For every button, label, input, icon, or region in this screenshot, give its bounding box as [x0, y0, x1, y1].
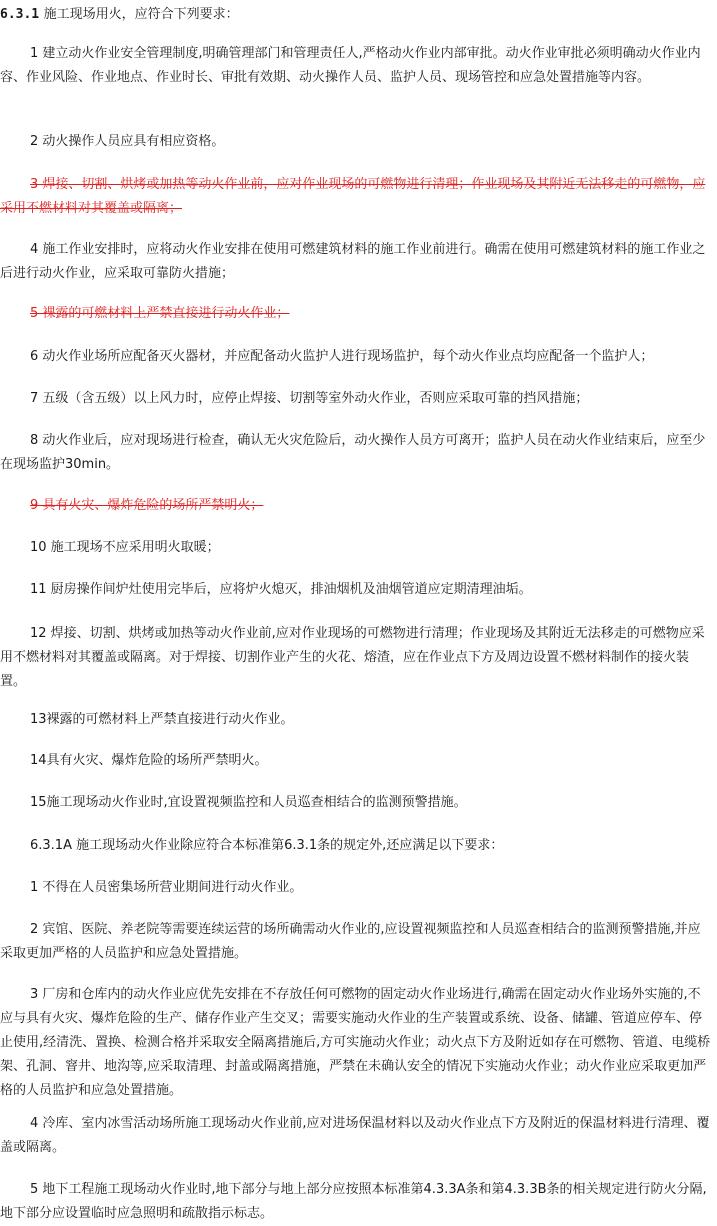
clause-1a-4: 4 冷库、室内冰雪活动场所施工现场动火作业前,应对进场保温材料以及动火作业点下方及附近的保温材料进行清理、覆盖或隔离。 [0, 1116, 710, 1155]
clause-1a-1: 1 不得在人员密集场所营业期间进行动火作业。 [30, 880, 303, 895]
clause-11: 11 厨房操作间炉灶使用完毕后，应将炉火熄灭，排油烟机及油烟管道应定期清理油垢。 [30, 582, 532, 597]
clause-1a-5: 5 地下工程施工现场动火作业时,地下部分与地上部分应按照本标准第4.3.3A条和第4.3.3B条的相关规定进行防火分隔,地下部分应设置临时应急照明和疏散指示标志。 [0, 1182, 707, 1221]
section-title: 施工现场用火，应符合下列要求： [43, 7, 239, 22]
clause-12: 12 焊接、切割、烘烤或加热等动火作业前,应对作业现场的可燃物进行清理；作业现场及其附近无法移走的可燃物应采用不燃材料对其覆盖或隔离。对于焊接、切割作业产生的火花、熔渣，应在作业点下方及周边设置不燃材料制作的接火装置。 [0, 626, 705, 689]
clause-10: 10 施工现场不应采用明火取暖； [30, 540, 220, 555]
clause-9-deleted: 9 具有火灾、爆炸危险的场所严禁明火； [30, 498, 264, 513]
clause-1a-2: 2 宾馆、医院、养老院等需要连续运营的场所确需动火作业的,应设置视频监控和人员巡查相结合的监测预警措施,并应采取更加严格的人员监护和应急处置措施。 [0, 922, 701, 961]
section-heading-6-3-1 [0, 3, 712, 27]
clause-13: 13裸露的可燃材料上严禁直接进行动火作业。 [30, 712, 294, 727]
clause-5-deleted: 5 裸露的可燃材料上严禁直接进行动火作业； [30, 306, 290, 321]
clause-2: 2 动火操作人员应具有相应资格。 [30, 134, 225, 149]
section-number: 6.3.1 [0, 7, 40, 22]
clause-4: 4 施工作业安排时，应将动火作业安排在使用可燃建筑材料的施工作业前进行。确需在使用可燃建筑材料的施工作业之后进行动火作业，应采取可靠防火措施； [0, 242, 706, 281]
clause-1a-3: 3 厂房和仓库内的动火作业应优先安排在不存放任何可燃物的固定动火作业场进行,确需在固定动火作业场外实施的,不应与具有火灾、爆炸危险的生产、储存作业产生交叉；需要实施动火作业的生产装置或系统、设备、储罐、管道应停车、停止使用,经清洗、置换、检测合格并采取安全隔离措施后,方可实施动火作业；动火点下方及附近如存在可燃物、管道、电缆桥架、孔洞、窨井、地沟等,应采取清理、封盖或隔离措施，严禁在未确认安全的情况下实施动火作业；动火作业应采取更加严格的人员监护和应急处置措施。 [0, 987, 711, 1098]
clause-1: 1 建立动火作业安全管理制度,明确管理部门和管理责任人,严格动火作业内部审批。动火作业审批必须明确动火作业内容、作业风险、作业地点、作业时长、审批有效期、动火操作人员、监护人员、现场管控和应急处置措施等内容。 [0, 46, 701, 85]
section-6-3-1a-intro: 6.3.1A 施工现场动火作业除应符合本标准第6.3.1条的规定外,还应满足以下要求： [30, 838, 504, 853]
clause-6: 6 动火作业场所应配备灭火器材，并应配备动火监护人进行现场监护，每个动火作业点均应配备一个监护人； [30, 349, 654, 364]
clause-14: 14具有火灾、爆炸危险的场所严禁明火。 [30, 753, 268, 768]
clause-7: 7 五级（含五级）以上风力时，应停止焊接、切割等室外动火作业，否则应采取可靠的挡风措施； [30, 391, 589, 406]
clause-15: 15施工现场动火作业时,宜设置视频监控和人员巡查相结合的监测预警措施。 [30, 795, 467, 810]
clause-3-deleted: 3 焊接、切割、烘烤或加热等动火作业前，应对作业现场的可燃物进行清理；作业现场及其附近无法移走的可燃物，应采用不燃材料对其覆盖或隔离； [0, 177, 706, 216]
clause-8: 8 动火作业后，应对现场进行检查，确认无火灾危险后，动火操作人员方可离开；监护人员在动火作业结束后，应至少在现场监护30min。 [0, 433, 706, 472]
